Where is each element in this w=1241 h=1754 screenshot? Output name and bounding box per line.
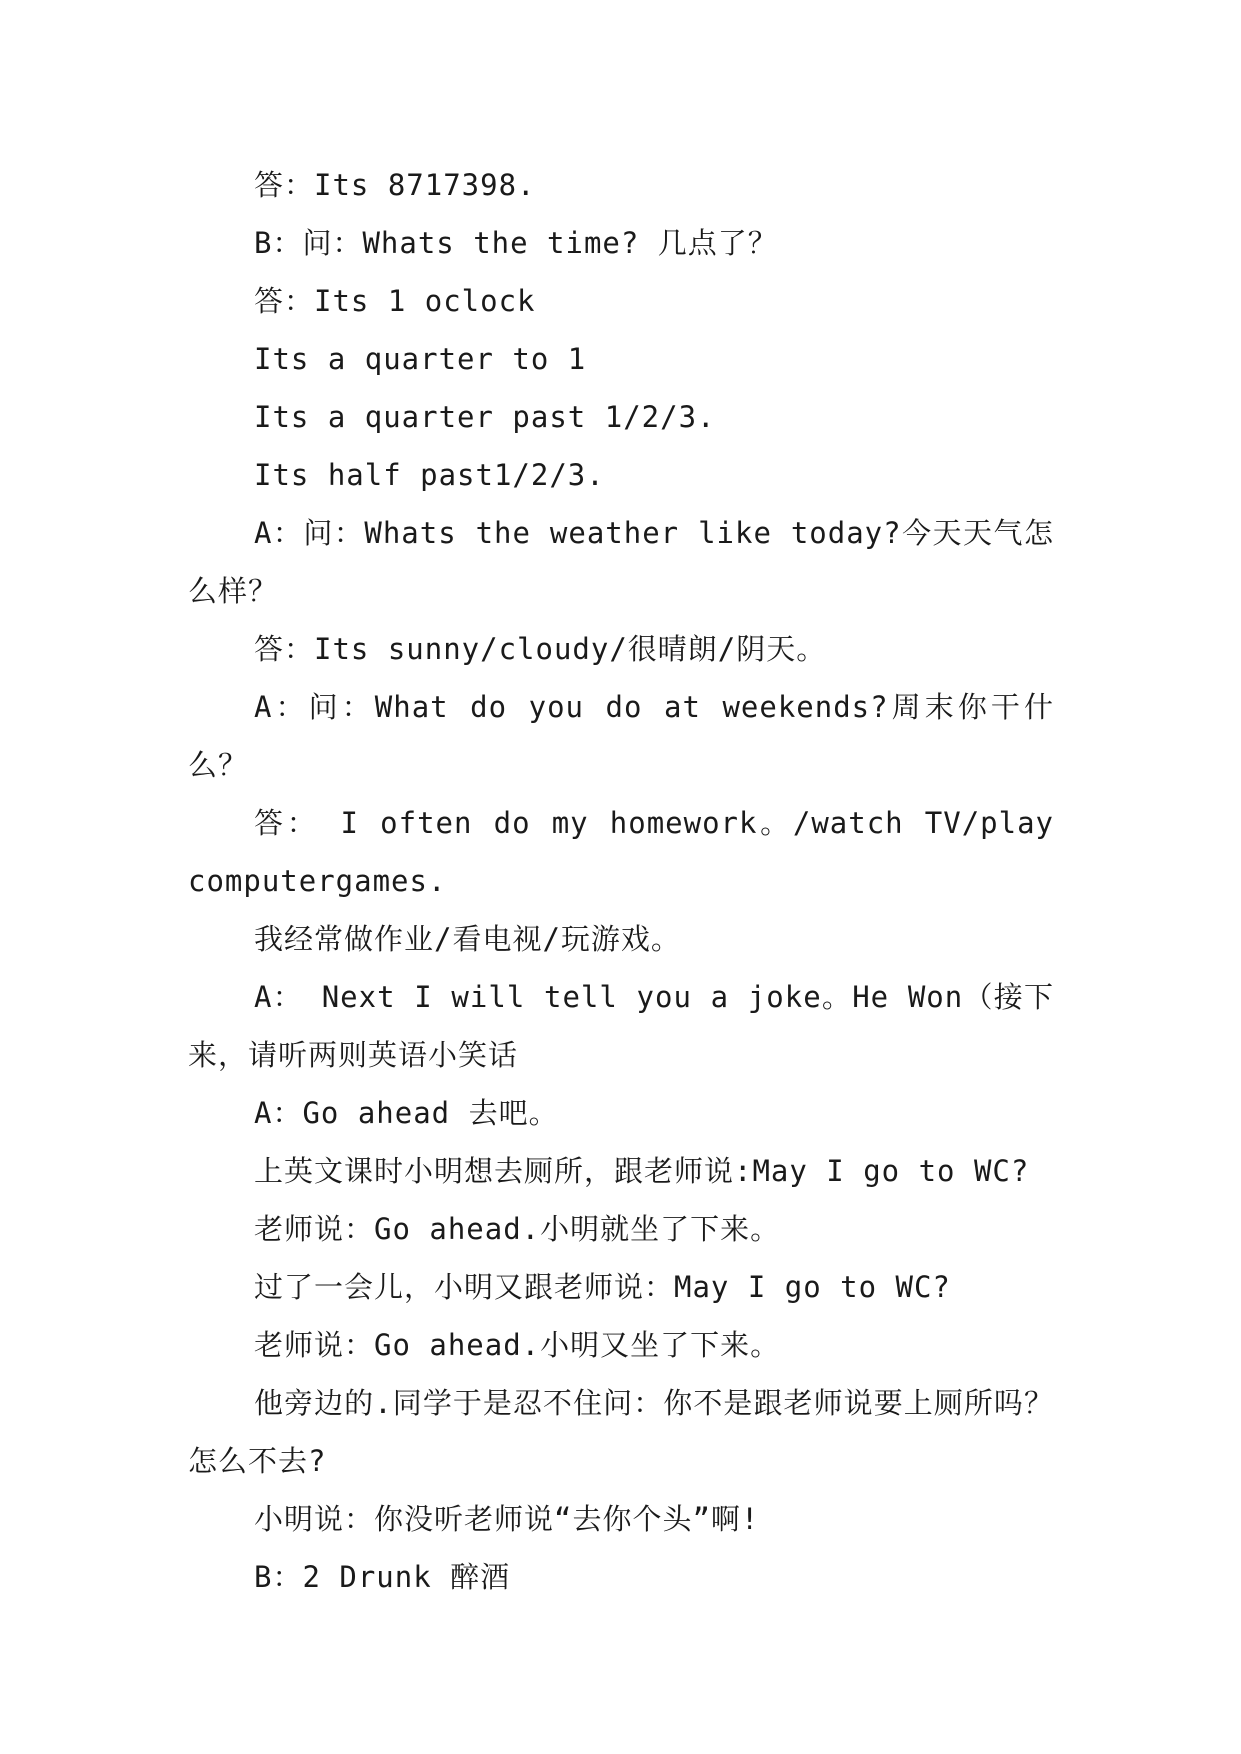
paragraph: 答： I often do my homework。/watch TV/play computergames. <box>188 806 1073 898</box>
paragraph: A：Go ahead 去吧。 <box>254 1096 559 1130</box>
paragraph: A：问：What do you do at weekends?周末你干什么？ <box>188 690 1054 782</box>
paragraph: 答：Its 8717398. <box>254 168 536 202</box>
paragraph: 老师说：Go ahead.小明就坐了下来。 <box>254 1212 781 1246</box>
paragraph: Its a quarter past 1/2/3. <box>254 400 716 434</box>
paragraph: 过了一会儿，小明又跟老师说：May I go to WC? <box>254 1270 951 1304</box>
paragraph: 老师说：Go ahead.小明又坐了下来。 <box>254 1328 781 1362</box>
paragraph: A： Next I will tell you a joke。He Won（接下来，请听两则英语小笑话 <box>188 980 1054 1072</box>
paragraph: 小明说：你没听老师说“去你个头”啊! <box>254 1502 760 1536</box>
paragraph: 答：Its sunny/cloudy/很晴朗/阴天。 <box>254 632 827 666</box>
paragraph: B：2 Drunk 醉酒 <box>254 1560 511 1594</box>
paragraph: 我经常做作业/看电视/玩游戏。 <box>254 922 681 956</box>
paragraph: Its a quarter to 1 <box>254 342 587 376</box>
paragraph: 答：Its 1 oclock <box>254 284 536 318</box>
paragraph: 他旁边的.同学于是忍不住问：你不是跟老师说要上厕所吗？怎么不去? <box>188 1386 1054 1478</box>
paragraph: A：问：Whats the weather like today?今天天气怎么样？ <box>188 516 1054 608</box>
paragraph: B：问：Whats the time? 几点了？ <box>254 226 778 260</box>
paragraph: 上英文课时小明想去厕所，跟老师说:May I go to WC? <box>254 1154 1030 1188</box>
document-body <box>188 156 1073 1606</box>
paragraph: Its half past1/2/3. <box>254 458 605 492</box>
